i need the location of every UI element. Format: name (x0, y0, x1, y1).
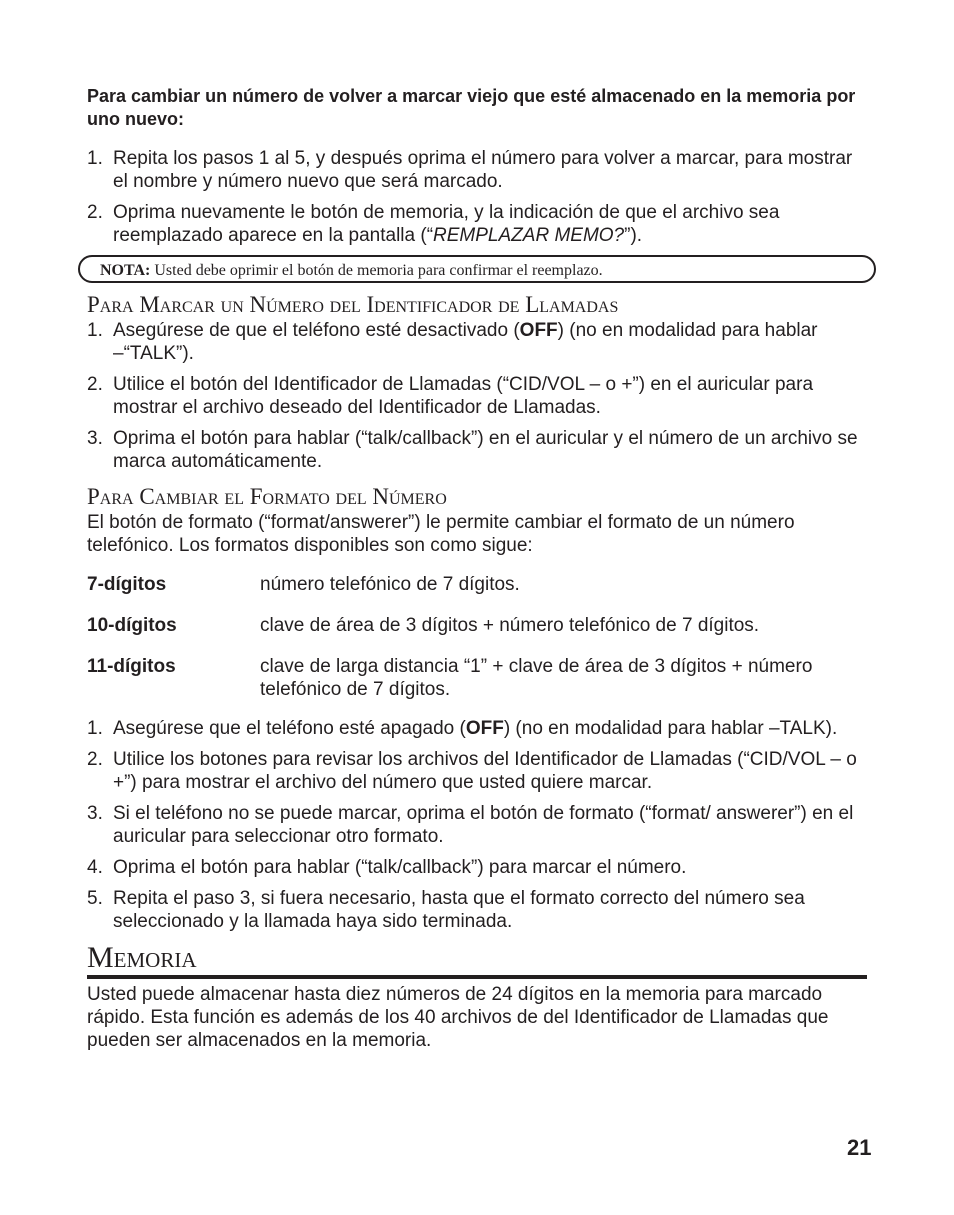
step-text: Utilice el botón del Identificador de Llamadas (“CID/VOL – o +”) en el auricular para mostrar el archivo deseado del Identificador de Llamadas. (113, 374, 814, 418)
redial-steps (87, 147, 867, 247)
step-text-end: ) (no en modalidad para hablar –“TALK”). (113, 320, 818, 364)
list-item (87, 717, 867, 740)
section-heading-dial-caller-id: Para Marcar un Número del Identificador de Llamadas (87, 292, 619, 317)
step-number: 2. (87, 749, 103, 770)
format-row-10 (87, 614, 867, 637)
off-label: OFF (465, 718, 504, 739)
step-text: Repita el paso 3, si fuera necesario, hasta que el formato correcto del número sea seleccionado y la llamada haya sido terminada. (113, 888, 805, 932)
format-desc: número telefónico de 7 dígitos. (260, 574, 520, 595)
manual-page (87, 85, 867, 1068)
section-heading-change-format: Para Cambiar el Formato del Número (87, 484, 447, 509)
dial-steps (87, 319, 867, 473)
step-text-end: ”). (624, 225, 643, 246)
list-item (87, 427, 867, 473)
step-number: 2. (87, 374, 103, 395)
step-number: 1. (87, 320, 103, 341)
step-number: 3. (87, 428, 103, 449)
step-text: Utilice los botones para revisar los archivos del Identificador de Llamadas (“CID/VOL – o +”) para mostrar el archivo del número que usted quiere marcar. (113, 749, 857, 793)
list-item (87, 748, 867, 794)
step-text: Asegúrese que el teléfono esté apagado ( (113, 718, 466, 739)
step-number: 2. (87, 202, 103, 223)
note-text: Usted debe oprimir el botón de memoria para confirmar el reemplazo. (150, 262, 603, 279)
step-number: 1. (87, 148, 103, 169)
format-row-11 (87, 655, 867, 701)
format-intro: El botón de formato (“format/answerer”) le permite cambiar el formato de un número telefónico. Los formatos disponibles son como sigue: (87, 512, 795, 556)
list-item (87, 319, 867, 365)
note-box (78, 255, 876, 283)
step-text: Oprima el botón para hablar (“talk/callback”) para marcar el número. (113, 857, 687, 878)
format-list (87, 573, 867, 701)
format-key: 7-dígitos (87, 574, 167, 595)
step-text: Oprima el botón para hablar (“talk/callback”) en el auricular y el número de un archivo se marca automáticamente. (113, 428, 858, 472)
step-text: Oprima nuevamente le botón de memoria, y la indicación de que el archivo sea reemplazado aparece en la pantalla (“ (113, 202, 780, 246)
step-text: Asegúrese de que el teléfono esté desactivado ( (113, 320, 520, 341)
step-text: Si el teléfono no se puede marcar, oprima el botón de formato (“format/ answerer”) en el auricular para seleccionar otro formato. (113, 803, 854, 847)
list-item (87, 856, 867, 879)
step-number: 4. (87, 857, 103, 878)
step-number: 5. (87, 888, 103, 909)
format-desc: clave de larga distancia “1” + clave de área de 3 dígitos + número telefónico de 7 dígitos. (260, 656, 813, 700)
list-item (87, 887, 867, 933)
display-message: REMPLAZAR MEMO? (433, 225, 625, 246)
step-text-end: ) (no en modalidad para hablar –TALK). (503, 718, 838, 739)
page-number: 21 (847, 1135, 872, 1160)
list-item (87, 802, 867, 848)
step-number: 1. (87, 718, 103, 739)
redial-change-intro: Para cambiar un número de volver a marcar viejo que esté almacenado en la memoria por uno nuevo: (87, 86, 856, 129)
off-label: OFF (519, 320, 558, 341)
format-key: 11-dígitos (87, 656, 176, 677)
format-key: 10-dígitos (87, 615, 177, 636)
step-number: 3. (87, 803, 103, 824)
memory-text: Usted puede almacenar hasta diez números de 24 dígitos en la memoria para marcado rápido. Esta función es además de los 40 archivos de del Identificador de Llamadas que pueden ser almacenados en la memoria. (87, 984, 829, 1051)
note-label: NOTA: (100, 262, 151, 279)
section-heading-memory: Memoria (87, 943, 867, 979)
list-item (87, 201, 867, 247)
list-item (87, 147, 867, 193)
format-desc: clave de área de 3 dígitos + número telefónico de 7 dígitos. (260, 615, 760, 636)
format-steps (87, 717, 867, 933)
list-item (87, 373, 867, 419)
format-row-7 (87, 573, 867, 596)
step-text: Repita los pasos 1 al 5, y después oprima el número para volver a marcar, para mostrar el nombre y número nuevo que será marcado. (113, 148, 853, 192)
